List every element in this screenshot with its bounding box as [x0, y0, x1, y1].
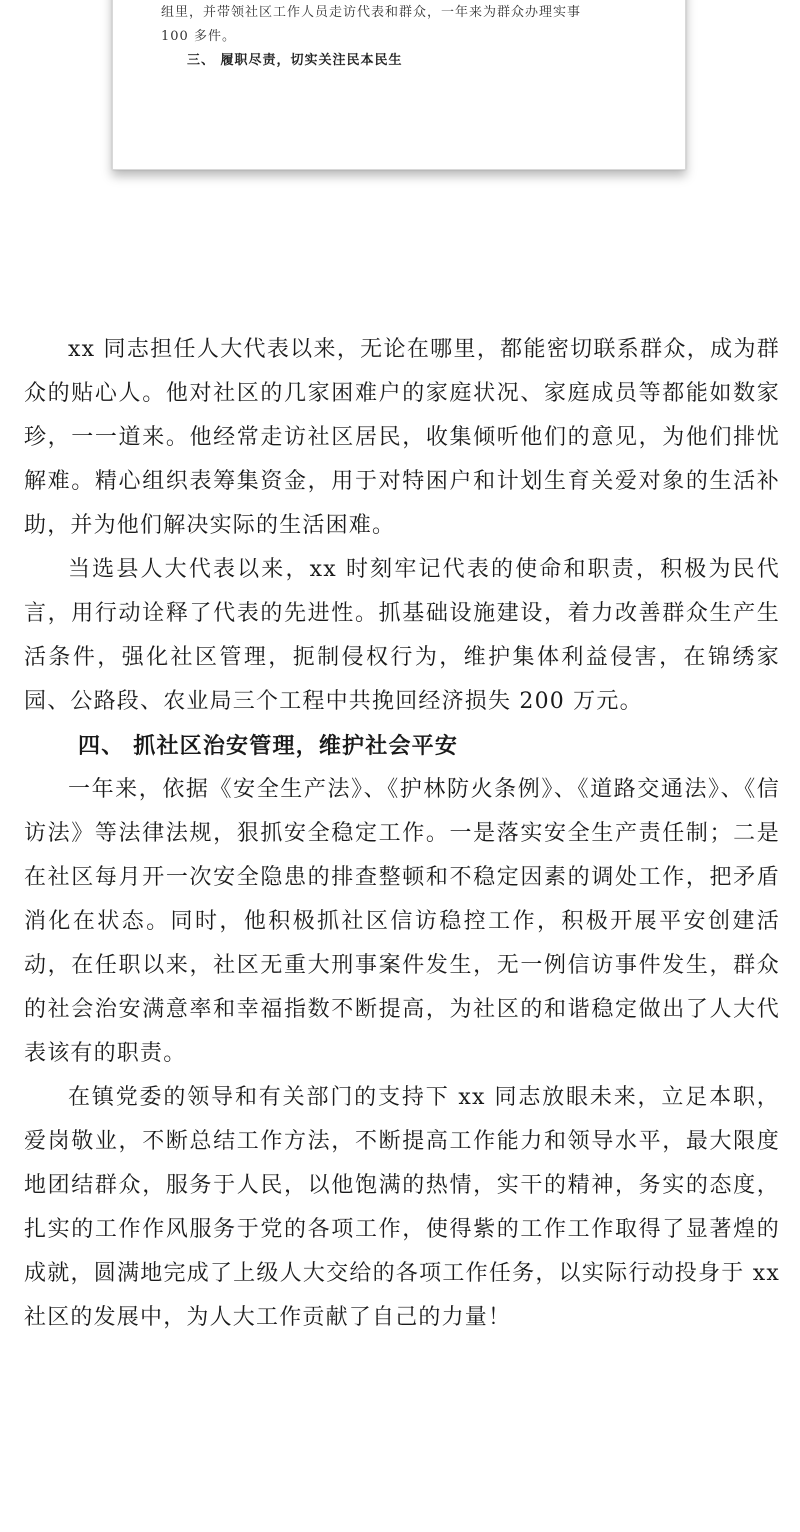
preview-line-2: 100 多件。	[161, 29, 236, 44]
section-heading-4: 四、 抓社区治安管理，维护社会平安	[78, 733, 459, 759]
preview-line-1: 组里，并带领社区工作人员走访代表和群众，一年来为群众办理实事	[161, 5, 582, 20]
paragraph-1: xx 同志担任人大代表以来，无论在哪里，都能密切联系群众，成为群众的贴心人。他对社区的几家困难户的家庭状况、家庭成员等都能如数家珍，一一道来。他经常走访社区居民，收集倾听他们的意见，为他们排忧解难。精心组织表筹集资金，用于对特困户和计划生育关爱对象的生活补助，并为他们解决实际的生活困难。	[24, 337, 780, 538]
paragraph-3: 一年来，依据《安全生产法》、《护林防火条例》、《道路交通法》、《信访法》等法律法规，狠抓安全稳定工作。一是落实安全生产责任制；二是在社区每月开一次安全隐患的排查整顿和不稳定因素的调处工作，把矛盾消化在状态。同时，他积极抓社区信访稳控工作，积极开展平安创建活动，在任职以来，社区无重大刑事案件发生，无一例信访事件发生，群众的社会治安满意率和幸福指数不断提高，为社区的和谐稳定做出了人大代表该有的职责。	[24, 777, 780, 1066]
preview-section-heading: 三、 履职尽责，切实关注民本民生	[187, 53, 403, 68]
paragraph-2: 当选县人大代表以来，xx 时刻牢记代表的使命和职责，积极为民代言，用行动诠释了代表的先进性。抓基础设施建设，着力改善群众生产生活条件，强化社区管理，扼制侵权行为，维护集体利益侵害，在锦绣家园、公路段、农业局三个工程中共挽回经济损失 200 万元。	[24, 557, 780, 714]
paragraph-4: 在镇党委的领导和有关部门的支持下 xx 同志放眼未来，立足本职，爱岗敬业，不断总结工作方法，不断提高工作能力和领导水平，最大限度地团结群众，服务于人民，以他饱满的热情，实干的精神，务实的态度，扎实的工作作风服务于党的各项工作，使得紫的工作工作取得了显著煌的成就，圆满地完成了上级人大交给的各项工作任务，以实际行动投身于 xx 社区的发展中，为人大工作贡献了自己的力量！	[24, 1085, 780, 1330]
article-body	[24, 328, 780, 1340]
preview-text-block	[161, 1, 661, 73]
page-preview-card	[112, 0, 686, 170]
